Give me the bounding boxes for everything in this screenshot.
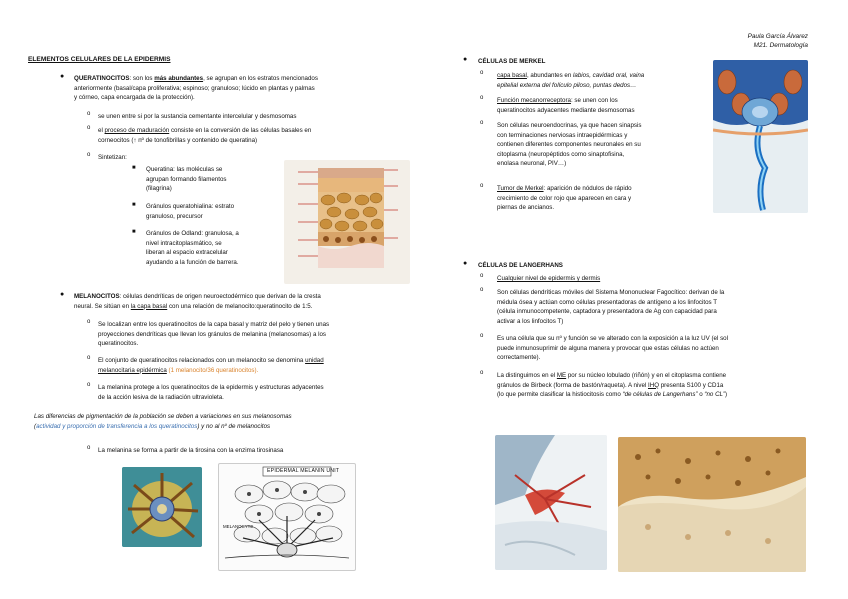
langerhans-svg xyxy=(495,435,607,570)
text: capa basal xyxy=(497,72,527,79)
text: piernas de ancianos. xyxy=(497,204,555,212)
section-heading: ELEMENTOS CELULARES DE LA EPIDERMIS xyxy=(28,56,171,63)
diagram-svg xyxy=(219,464,355,570)
merkel-title: CÉLULAS DE MERKEL xyxy=(478,58,546,65)
text: el xyxy=(98,127,105,134)
langerhans-item-1: Cualquier nivel de epidermis y dermis xyxy=(497,275,601,282)
melanocytes-paragraph xyxy=(74,292,414,311)
melanocytes-title: MELANOCITOS xyxy=(74,293,120,300)
text: ) y no al nº de melanocitos xyxy=(197,422,271,430)
text: y córneo, capa encargada de la protección). xyxy=(74,94,195,102)
k-sub3: Sintetizan: xyxy=(98,154,127,161)
text: consiste en la conversión de las células basales en xyxy=(169,127,312,134)
m-sub2 xyxy=(98,356,418,375)
text: Las diferencias de pigmentación de la población se deben a variaciones en sus melanosomas xyxy=(34,413,292,420)
merkel-cell-illustration xyxy=(713,60,808,213)
text: (lo que permite clasificar la histiocitosis como xyxy=(497,391,623,399)
text: ME xyxy=(556,372,567,379)
text: crecimiento de color rojo que aparecen en cara y xyxy=(497,194,632,202)
bullet-circle: o xyxy=(480,120,484,126)
bullet-circle: o xyxy=(480,333,484,339)
ihc-svg xyxy=(618,437,806,572)
bullet-dot: ● xyxy=(463,56,468,63)
bullet-circle: o xyxy=(480,183,484,189)
keratinocytes-title: QUERATINOCITOS xyxy=(74,75,130,82)
diagram-melanocyte-label: MELANOCYTE xyxy=(223,524,254,529)
text: ayudando a la función de barrera. xyxy=(146,258,239,266)
m-sub1 xyxy=(98,320,418,349)
text: Es una célula que su nº y función se ve alterado con la exposición a la luz UV (el sol xyxy=(497,335,728,342)
langerhans-item-2 xyxy=(497,288,809,326)
text: la capa basal xyxy=(130,302,168,310)
langerhans-title: CÉLULAS DE LANGERHANS xyxy=(478,262,563,269)
text: epitelial externa del folículo piloso, puntas dedos… xyxy=(497,81,637,89)
text: Se localizan entre los queratinocitos de la capa basal y matriz del pelo y tienen unas xyxy=(98,321,330,328)
text: citoplasma (neuropéptidos como sinaptofisina, xyxy=(497,150,625,158)
bullet-square: ■ xyxy=(132,202,136,208)
text: puede inmunosuprimir de alguna manera y provocar que estas células no actúen xyxy=(497,344,719,352)
bullet-circle: o xyxy=(87,111,91,117)
bullet-dot: ● xyxy=(60,73,65,80)
text: activar a los linfocitos T) xyxy=(497,317,564,325)
author-course: M21. Dermatología xyxy=(753,42,808,49)
text: ) xyxy=(725,391,728,399)
text: La melanina protege a los queratinocitos de la epidermis y estructuras adyacentes xyxy=(98,384,324,391)
text: neural. Se sitúan en xyxy=(74,302,131,310)
text: : son los xyxy=(129,75,155,82)
text: gránulos de Birbeck (forma de bastón/raqueta). A nivel xyxy=(497,381,648,389)
text: , abundantes en xyxy=(526,72,574,79)
author-block xyxy=(748,32,808,50)
synth-keratohyalin xyxy=(146,202,270,221)
diagram-title: EPIDERMAL MELANIN UNIT xyxy=(267,468,340,474)
text: Queratina: las moléculas se xyxy=(146,166,223,173)
merkel-item-3 xyxy=(497,121,703,169)
langerhans-ihc-micrograph xyxy=(618,437,806,572)
bullet-circle: o xyxy=(480,370,484,376)
bullet-dot: ● xyxy=(463,260,468,267)
synth-odland xyxy=(146,229,270,267)
text: ( xyxy=(34,422,37,430)
k-sub2 xyxy=(98,126,408,145)
strata-svg xyxy=(284,160,410,284)
text: Función mecanorreceptora xyxy=(497,97,571,104)
m-sub3 xyxy=(98,383,418,402)
text: : aparición de nódulos de rápido xyxy=(543,185,632,192)
bullet-circle: o xyxy=(480,95,484,101)
text: con una relación de melanocito:queratinocito de 1:5. xyxy=(167,302,313,310)
text: actividad y proporción de transferencia a los queratinocitos xyxy=(36,422,198,430)
m-sub4: La melanina se forma a partir de la tirosina con la enzima tirosinasa xyxy=(98,447,284,454)
text: Son células neuroendocrinas, ya que hacen sinapsis xyxy=(497,122,642,129)
text: Gránulos queratohialina: estrato xyxy=(146,203,235,210)
text: “no CL” xyxy=(704,391,726,399)
melanocyte-micrograph xyxy=(122,467,202,547)
text: enolasa neuronal, PIV…) xyxy=(497,160,567,168)
merkel-item-4 xyxy=(497,184,703,213)
text: El conjunto de queratinocitos relacionados con un melanocito se denomina xyxy=(98,357,306,364)
text: Tumor de Merkel xyxy=(497,185,544,192)
text: de la acción lesiva de la radiación ultravioleta. xyxy=(98,393,224,401)
text: unidad xyxy=(305,357,324,364)
text: nivel intracitoplasmático, se xyxy=(146,239,222,247)
langerhans-item-3 xyxy=(497,334,809,363)
text: Son células dendríticas móviles del Sistema Mononuclear Fagocítico: derivan de la xyxy=(497,289,725,296)
bullet-dot: ● xyxy=(60,291,65,298)
text: melanocitaria epidérmica xyxy=(98,366,167,374)
text: “de células de Langerhans” xyxy=(622,391,698,399)
epidermis-strata-illustration xyxy=(284,160,410,284)
text: agrupan formando filamentos xyxy=(146,175,227,183)
langerhans-cell-illustration xyxy=(495,435,607,570)
text: queratinocitos. xyxy=(98,340,139,348)
text: corneocitos (↑ nº de tonofibrillas y contenido de queratina) xyxy=(98,136,258,144)
text: , se agrupan en los estratos mencionados xyxy=(203,75,318,82)
text: : se unen con los xyxy=(570,97,618,104)
text: proyecciones dendríticas que llevan los gránulos de melanina (melanosomas) a los xyxy=(98,330,327,338)
bullet-circle: o xyxy=(87,125,91,131)
text: (célula inmunocompetente, captadora y presentadora de Ag con capacidad para xyxy=(497,308,717,316)
text: (1 melanocito/36 queratinocitos). xyxy=(166,366,259,374)
bullet-circle: o xyxy=(87,445,91,451)
text: : células dendríticas de origen neuroectodérmico que derivan de la cresta xyxy=(119,293,321,300)
synth-keratin xyxy=(146,165,270,194)
author-name: Paula García Álvarez xyxy=(747,33,808,40)
text: más abundantes xyxy=(154,75,204,82)
text: Gránulos de Odland: granulosa, a xyxy=(146,230,239,237)
bullet-circle: o xyxy=(480,70,484,76)
text: labios, cavidad oral, vaina xyxy=(573,72,645,79)
bullet-circle: o xyxy=(87,152,91,158)
bullet-circle: o xyxy=(87,319,91,325)
k-sub1: se unen entre si por la sustancia cementante intercelular y desmosomas xyxy=(98,113,297,120)
text: granuloso, precursor xyxy=(146,212,203,220)
bullet-circle: o xyxy=(480,287,484,293)
text: por su núcleo lobulado (riñón) y en el citoplasma contiene xyxy=(566,372,727,379)
text: o xyxy=(697,391,705,399)
text: correctamente). xyxy=(497,354,541,362)
langerhans-item-4 xyxy=(497,371,811,400)
text: IHQ xyxy=(648,381,660,389)
keratinocytes-paragraph xyxy=(74,74,406,103)
micrograph-svg xyxy=(122,467,202,547)
text: proceso de maduración xyxy=(104,127,170,134)
text: liberan al espacio extracelular xyxy=(146,249,228,257)
text: queratinocitos adyacentes mediante desmosomas xyxy=(497,106,635,114)
bullet-square: ■ xyxy=(132,165,136,171)
text: (filagrina) xyxy=(146,185,172,193)
text: médula ósea y actúan como células presentadoras de antígeno a los linfocitos T xyxy=(497,298,718,306)
text: La distinguimos en el xyxy=(497,372,557,379)
epidermal-melanin-unit-diagram xyxy=(218,463,356,571)
text: anteriormente (basal/capa proliferativa; espinoso; granuloso; lúcido en plantas y palmas xyxy=(74,84,315,92)
pigmentation-note xyxy=(34,412,424,431)
merkel-item-1 xyxy=(497,71,703,90)
text: contienen diferentes componentes neuronales en su xyxy=(497,141,641,149)
bullet-circle: o xyxy=(480,273,484,279)
merkel-item-2 xyxy=(497,96,703,115)
text: con terminaciones nerviosas intraepidérmicas y xyxy=(497,131,628,139)
text: presenta S100 y CD1a xyxy=(659,381,724,389)
bullet-circle: o xyxy=(87,355,91,361)
bullet-square: ■ xyxy=(132,229,136,235)
merkel-svg xyxy=(713,60,808,213)
bullet-circle: o xyxy=(87,382,91,388)
